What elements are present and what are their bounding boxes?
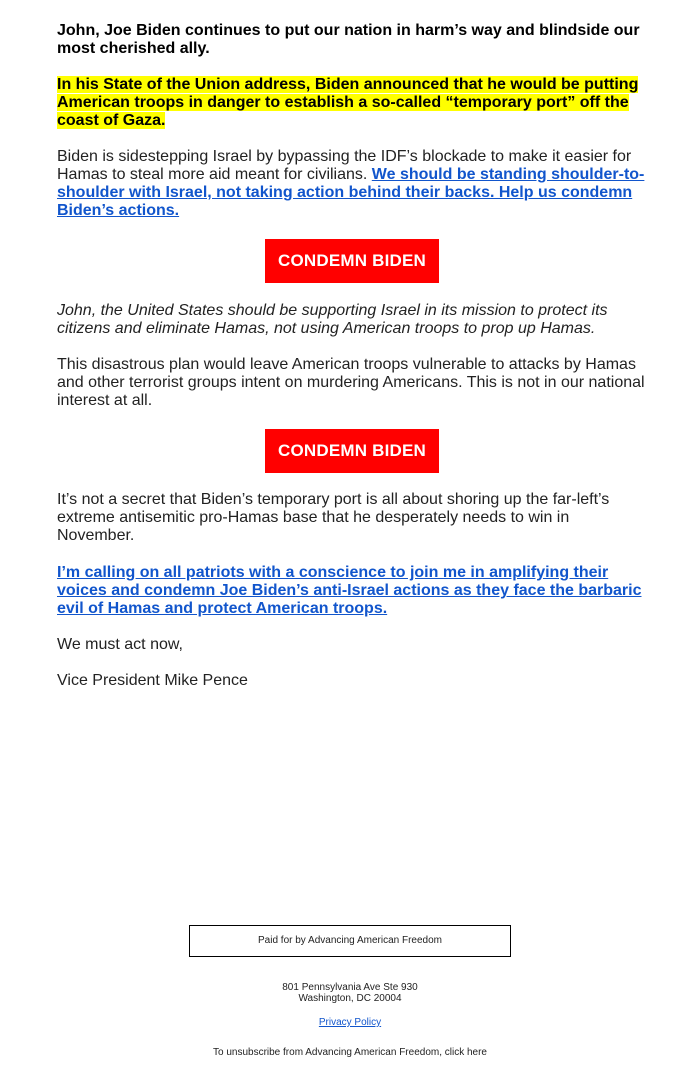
calling-paragraph (57, 564, 647, 618)
button-row-1 (57, 239, 647, 283)
sidestep-paragraph (57, 148, 647, 220)
italic-paragraph: John, the United States should be supporting Israel in its mission to protect its citizens and eliminate Hamas, not using American troops to prop up Hamas. (57, 302, 608, 337)
address-line-2: Washington, DC 20004 (298, 993, 402, 1004)
mailing-address (0, 982, 700, 1004)
disastrous-plan-paragraph: This disastrous plan would leave American troops vulnerable to attacks by Hamas and other terrorist groups intent on murdering Americans. This is not in our national interest at all. (57, 356, 645, 409)
condemn-biden-button-2[interactable]: CONDEMN BIDEN (265, 429, 439, 473)
greeting-paragraph: John, Joe Biden continues to put our nation in harm’s way and blindside our most cherished ally. (57, 22, 640, 57)
closing-line: We must act now, (57, 636, 183, 653)
secret-paragraph: It’s not a secret that Biden’s temporary port is all about shoring up the far-left’s extreme antisemitic pro-Hamas base that he desperately needs to win in November. (57, 491, 610, 544)
shoulder-to-shoulder-link[interactable]: We should be standing shoulder-to-shoulder with Israel, not taking action behind their backs. Help us condemn Biden’s actions. (57, 166, 645, 219)
signature: Vice President Mike Pence (57, 672, 248, 689)
button-row-2 (57, 429, 647, 473)
condemn-biden-button[interactable]: CONDEMN BIDEN (265, 239, 439, 283)
calling-on-patriots-link[interactable]: I’m calling on all patriots with a conscience to join me in amplifying their voices and condemn Joe Biden’s anti-Israel actions as they face the barbaric evil of Hamas and protect American troops. (57, 564, 642, 617)
unsubscribe-text[interactable]: To unsubscribe from Advancing American Freedom, click here (212, 1047, 487, 1058)
privacy-row (0, 1017, 700, 1028)
email-body (57, 22, 647, 690)
highlighted-text: In his State of the Union address, Biden announced that he would be putting American troops in danger to establish a so-called “temporary port” off the coast of Gaza. (57, 76, 639, 129)
paid-for-box (189, 925, 511, 957)
address-line-1: 801 Pennsylvania Ave Ste 930 (282, 982, 418, 993)
privacy-policy-link[interactable]: Privacy Policy (318, 1017, 382, 1028)
unsubscribe-row (0, 1047, 700, 1058)
highlight-paragraph (57, 76, 647, 130)
sidestep-text: Biden is sidestepping Israel by bypassing the IDF’s blockade to make it easier for Hamas to steal more aid meant for civilians. (57, 148, 632, 183)
paid-for-text: Paid for by Advancing American Freedom (258, 935, 442, 946)
